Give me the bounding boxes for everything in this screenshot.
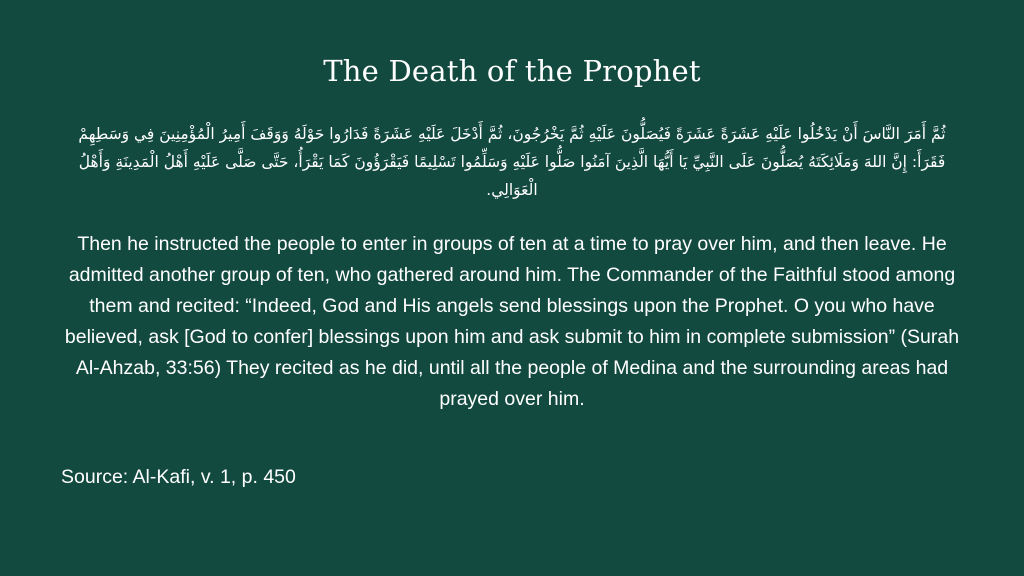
source-citation: Source: Al-Kafi, v. 1, p. 450 xyxy=(61,466,296,488)
arabic-hadith-text: ثُمَّ أَمَرَ النَّاسَ أَنْ يَدْخُلُوا عَلَيْهِ عَشَرَةً عَشَرَةً فَيُصَلُّونَ عَلَيْهِ ثُمَّ يَخْرُجُونَ، ثُمَّ أَدْخَلَ عَلَيْهِ عَشَرَةً فَدَارُوا حَوْلَهُ وَوَقَفَ أَمِيرُ الْمُؤْمِنِينَ فِي وَسَطِهِمْ فَقَرَأَ: إِنَّ اللهَ وَمَلَائِكَتَهُ يُصَلُّونَ عَلَى النَّبِيِّ يَا أَيُّهَا الَّذِينَ آمَنُوا صَلُّوا عَلَيْهِ وَسَلِّمُوا تَسْلِيمًا فَيَقْرَؤُونَ كَمَا يَقْرَأُ، حَتَّى صَلَّى عَلَيْهِ أَهْلُ الْمَدِينَةِ وَأَهْلُ الْعَوَالِي. xyxy=(78,125,946,199)
slide-title: The Death of the Prophet xyxy=(323,54,701,88)
english-translation-text: Then he instructed the people to enter in groups of ten at a time to pray over him, and then leave. He admitted another group of ten, who gathered around him. The Commander of the Faithful stood among them and recited: “Indeed, God and His angels send blessings upon the Prophet. O you who have believed, ask [God to confer] blessings upon him and ask submit to him in complete submission” (Surah Al-Ahzab, 33:56) They recited as he did, until all the people of Medina and the surrounding areas had prayed over him. xyxy=(64,233,960,410)
